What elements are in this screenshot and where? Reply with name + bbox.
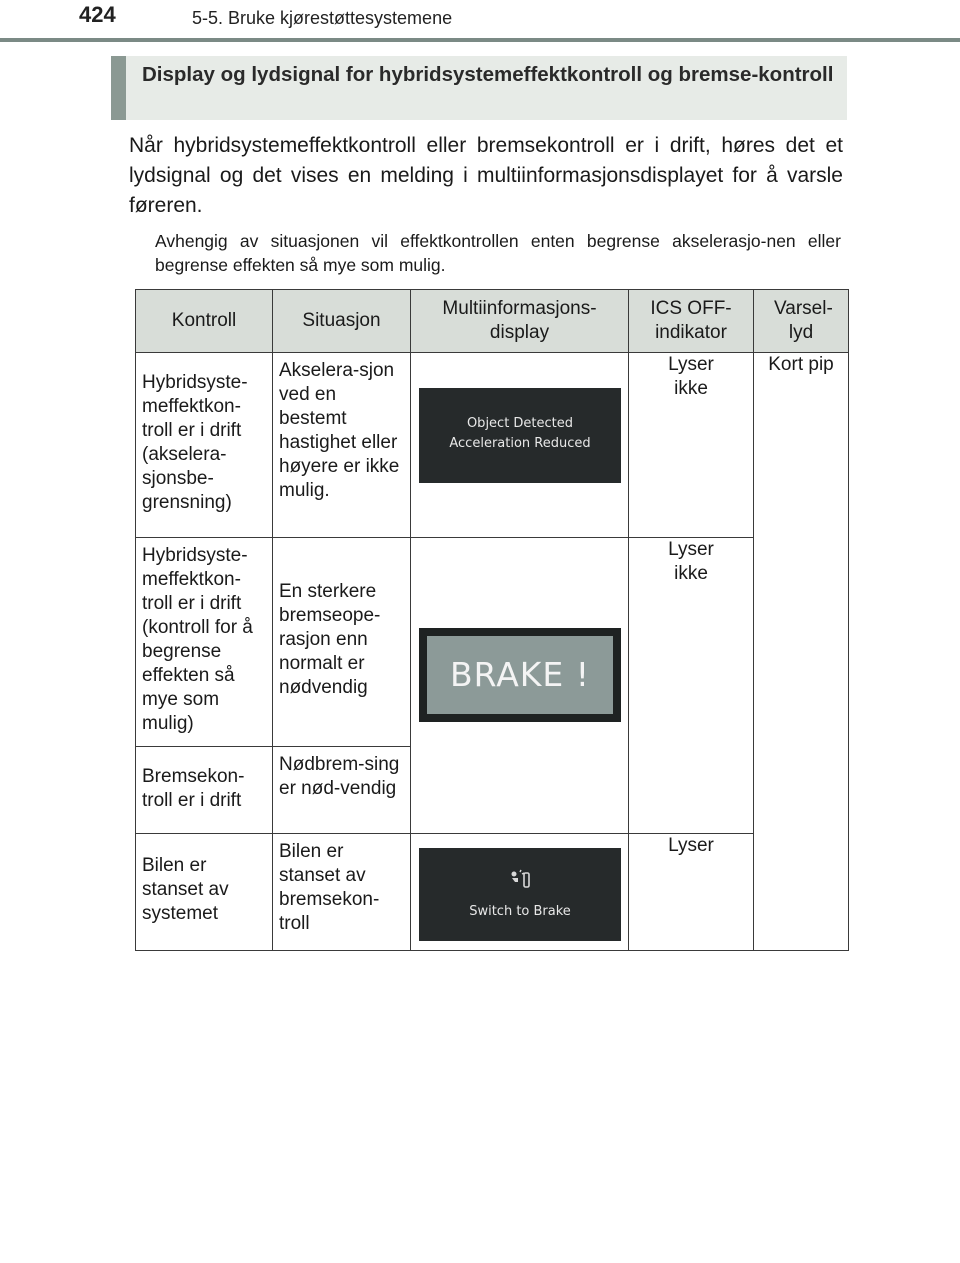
cell-kontroll-text: Hybridsyste-meffektkon-troll er i drift (kontroll for å begrense effekten så mye som mulig) (142, 545, 253, 734)
switch-to-brake-text: Switch to Brake (469, 904, 571, 919)
cell-situasjon (273, 353, 411, 538)
cell-sound (754, 353, 849, 951)
cell-situasjon-text: En sterkere bremseope-rasjon enn normalt er nødvendig (279, 581, 381, 698)
cell-ics-text: Lyser ikke (668, 539, 714, 584)
cell-kontroll-text: Bilen er stanset av systemet (142, 855, 229, 924)
table-row (136, 353, 849, 538)
header-situasjon: Situasjon (273, 290, 411, 353)
brake-display (419, 628, 621, 722)
display-line-1: Object Detected (466, 416, 574, 431)
display-container (411, 353, 628, 537)
table-row (136, 834, 849, 951)
display-container (411, 834, 628, 950)
switch-to-brake-display (419, 848, 621, 941)
intro-paragraph: Når hybridsystemeffektkontroll eller bremsekontroll er i drift, høres det et lydsignal og det vises en melding i multiinformasjonsdisplayet for å varsle føreren. (129, 134, 843, 217)
header-lyd-text: Varsel-lyd (774, 298, 833, 343)
table-header-row (136, 290, 849, 353)
section-title: Display og lydsignal for hybridsystemeffektkontroll og bremse-kontroll (142, 63, 834, 86)
cell-situasjon-text: Bilen er stanset av bremsekon-troll (279, 841, 380, 934)
cell-kontroll (136, 834, 273, 951)
header-ics (629, 290, 754, 353)
cell-display (411, 834, 629, 951)
display-line-2: Acceleration Reduced (449, 436, 591, 451)
brake-pedal-icon (509, 868, 533, 890)
header-kontroll: Kontroll (136, 290, 273, 353)
page-number: 424 (79, 2, 116, 27)
cell-ics (629, 538, 754, 834)
cell-display (411, 538, 629, 834)
cell-situasjon (273, 538, 411, 747)
cell-kontroll-text: Hybridsyste-meffektkon-troll er i drift (akselera-sjonsbe-grensning) (142, 372, 248, 513)
cell-situasjon (273, 834, 411, 951)
header-ics-text: ICS OFF-indikator (650, 298, 732, 343)
header-divider (0, 38, 960, 42)
cell-situasjon-text: Akselera-sjon ved en bestemt hastighet eller høyere er ikke mulig. (279, 360, 400, 501)
cell-situasjon (273, 746, 411, 833)
cell-kontroll (136, 538, 273, 747)
table-row (136, 538, 849, 747)
brake-display-text: BRAKE ! (427, 636, 613, 714)
cell-sound-text: Kort pip (768, 354, 834, 375)
cell-ics-text: Lyser (668, 835, 714, 856)
header-display (411, 290, 629, 353)
header-lyd (754, 290, 849, 353)
cell-display (411, 353, 629, 538)
cell-kontroll (136, 746, 273, 833)
cell-kontroll (136, 353, 273, 538)
section-heading-box (111, 56, 847, 120)
cell-kontroll-text: Bremsekon-troll er i drift (142, 765, 245, 811)
cell-ics (629, 353, 754, 538)
cell-situasjon-text: Nødbrem-sing er nød-vendig (279, 753, 400, 799)
cell-ics-text: Lyser ikke (668, 354, 714, 399)
display-container (411, 538, 628, 833)
chapter-title: 5-5. Bruke kjørestøttesystemene (192, 8, 453, 28)
control-table (135, 289, 849, 951)
header-display-text: Multiinformasjons-display (442, 298, 597, 343)
object-detected-display (419, 388, 621, 483)
note-paragraph: Avhengig av situasjonen vil effektkontrollen enten begrense akselerasjo-nen eller begrense effekten så mye som mulig. (155, 231, 841, 275)
cell-ics (629, 834, 754, 951)
